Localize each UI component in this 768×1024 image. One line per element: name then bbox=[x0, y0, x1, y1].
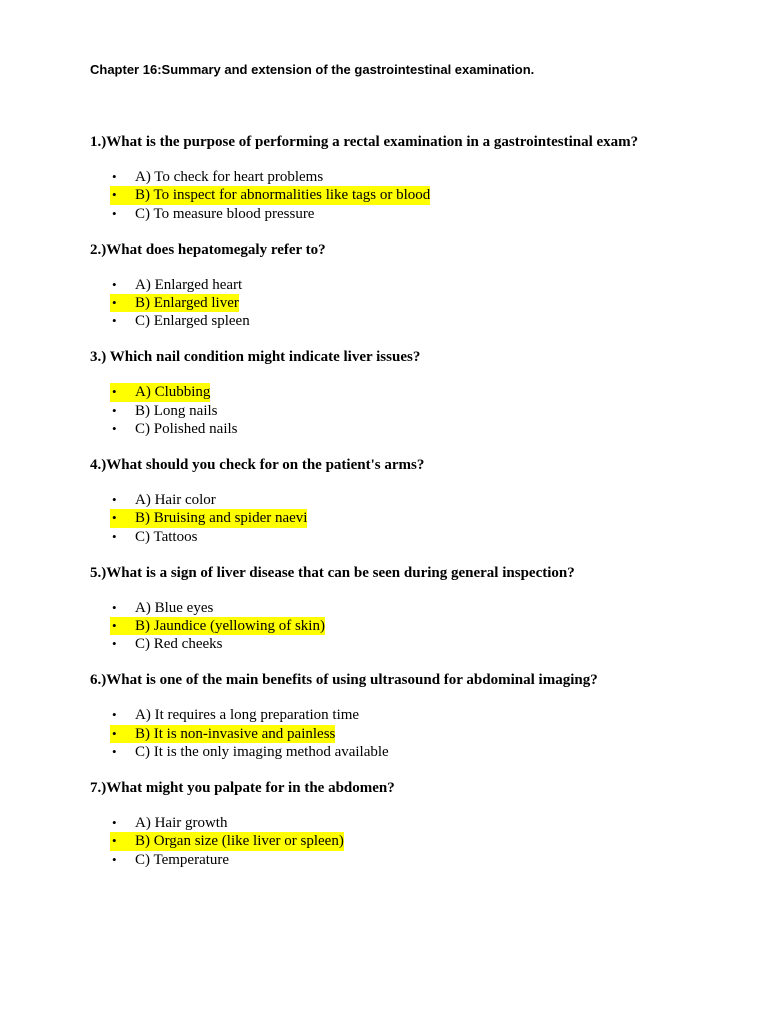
question-block bbox=[90, 779, 730, 887]
question-text: 3.) Which nail condition might indicate liver issues? bbox=[90, 349, 421, 366]
option-text: A) Enlarged heart bbox=[135, 276, 243, 293]
bullet-icon: • bbox=[110, 832, 119, 850]
bullet-icon: • bbox=[110, 509, 119, 527]
bullet-icon: • bbox=[110, 725, 119, 743]
question-text: 6.)What is one of the main benefits of using ultrasound for abdominal imaging? bbox=[90, 672, 598, 689]
question-block bbox=[90, 133, 730, 241]
question-text: 2.)What does hepatomegaly refer to? bbox=[90, 241, 326, 258]
option-text: B) Enlarged liver bbox=[135, 294, 239, 311]
option-text: B) Organ size (like liver or spleen) bbox=[135, 833, 344, 850]
answer-option bbox=[90, 402, 730, 420]
option-text: B) It is non-invasive and painless bbox=[135, 725, 336, 742]
bullet-icon: • bbox=[110, 617, 119, 635]
bullet-icon: • bbox=[112, 169, 117, 184]
highlighted-answer-option bbox=[90, 383, 730, 401]
option-text: A) Blue eyes bbox=[135, 599, 214, 616]
answer-option bbox=[90, 706, 730, 724]
option-list bbox=[90, 814, 730, 869]
chapter-title: Chapter 16:Summary and extension of the gastrointestinal examination. bbox=[90, 62, 535, 77]
bullet-icon: • bbox=[112, 851, 117, 867]
question-block bbox=[90, 348, 730, 456]
option-list bbox=[90, 276, 730, 331]
option-list bbox=[90, 168, 730, 223]
question-text: 1.)What is the purpose of performing a rectal examination in a gastrointestinal exam? bbox=[90, 134, 639, 150]
highlighted-answer-option bbox=[90, 725, 730, 743]
bullet-icon: • bbox=[112, 402, 117, 418]
highlighted-answer-option bbox=[90, 617, 730, 635]
answer-option bbox=[90, 743, 730, 761]
option-text: A) Hair growth bbox=[135, 815, 228, 832]
option-list bbox=[90, 491, 730, 546]
option-text: B) Bruising and spider naevi bbox=[135, 510, 308, 527]
question-block bbox=[90, 671, 730, 779]
answer-option bbox=[90, 814, 730, 832]
highlighted-answer-option bbox=[90, 832, 730, 850]
bullet-icon: • bbox=[112, 744, 117, 760]
highlighted-answer-option bbox=[90, 509, 730, 527]
question-block bbox=[90, 564, 730, 672]
bullet-icon: • bbox=[112, 276, 117, 292]
answer-option bbox=[90, 420, 730, 438]
answer-option bbox=[90, 276, 730, 294]
question-list bbox=[90, 133, 730, 887]
option-text: C) Enlarged spleen bbox=[135, 313, 250, 330]
bullet-icon: • bbox=[112, 420, 117, 436]
option-text: A) Clubbing bbox=[135, 384, 211, 401]
option-text: A) Hair color bbox=[135, 492, 216, 509]
bullet-icon: • bbox=[110, 186, 119, 204]
highlighted-answer-option bbox=[90, 294, 730, 312]
option-text: C) Polished nails bbox=[135, 420, 238, 437]
option-text: B) To inspect for abnormalities like tags or blood bbox=[135, 187, 431, 204]
bullet-icon: • bbox=[112, 528, 117, 544]
bullet-icon: • bbox=[110, 294, 119, 312]
bullet-icon: • bbox=[112, 492, 117, 508]
question-block bbox=[90, 241, 730, 349]
bullet-icon: • bbox=[112, 599, 117, 615]
highlighted-answer-option bbox=[90, 186, 730, 204]
answer-option bbox=[90, 635, 730, 653]
option-text: C) Red cheeks bbox=[135, 636, 223, 653]
bullet-icon: • bbox=[112, 707, 117, 723]
bullet-icon: • bbox=[110, 383, 119, 401]
question-text: 4.)What should you check for on the patient's arms? bbox=[90, 457, 425, 474]
bullet-icon: • bbox=[112, 815, 117, 831]
answer-option bbox=[90, 312, 730, 330]
option-text: C) Temperature bbox=[135, 851, 230, 868]
answer-option bbox=[90, 205, 730, 223]
option-text: B) Jaundice (yellowing of skin) bbox=[135, 618, 325, 635]
option-text: C) To measure blood pressure bbox=[135, 205, 315, 222]
option-text: C) It is the only imaging method available bbox=[135, 744, 389, 761]
bullet-icon: • bbox=[112, 205, 117, 221]
answer-option bbox=[90, 599, 730, 617]
option-text: C) Tattoos bbox=[135, 528, 198, 545]
question-text: 7.)What might you palpate for in the abdomen? bbox=[90, 780, 395, 797]
option-text: A) It requires a long preparation time bbox=[135, 707, 360, 724]
answer-option bbox=[90, 851, 730, 869]
option-list bbox=[90, 383, 730, 438]
question-text: 5.)What is a sign of liver disease that can be seen during general inspection? bbox=[90, 564, 575, 581]
answer-option bbox=[90, 528, 730, 546]
answer-option bbox=[90, 168, 730, 186]
question-block bbox=[90, 456, 730, 564]
answer-option bbox=[90, 491, 730, 509]
option-text: A) To check for heart problems bbox=[135, 169, 324, 185]
bullet-icon: • bbox=[112, 636, 117, 652]
bullet-icon: • bbox=[112, 313, 117, 329]
option-text: B) Long nails bbox=[135, 402, 218, 419]
option-list bbox=[90, 706, 730, 761]
option-list bbox=[90, 599, 730, 654]
